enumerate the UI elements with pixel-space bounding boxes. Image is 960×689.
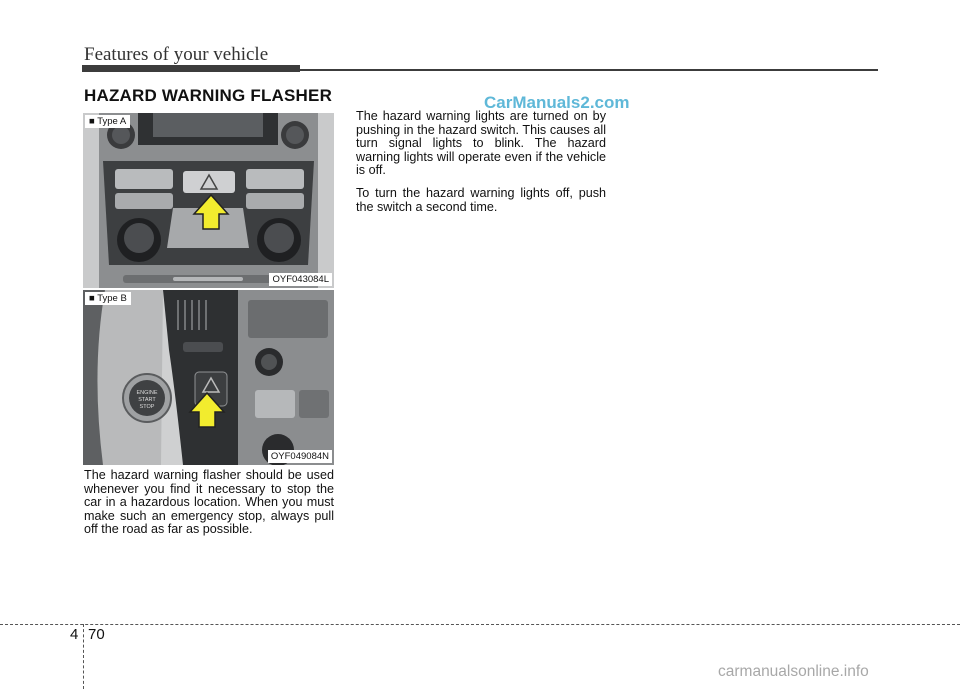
figure-type-b [83,288,334,465]
figure-type-a [83,113,334,288]
footer-divider [83,624,84,689]
watermark-top[interactable]: CarManuals2.com [484,93,630,112]
header-rule [300,69,878,71]
chapter-title: Features of your vehicle [84,44,269,65]
svg-text:STOP: STOP [139,404,155,410]
footer-page-number: 70 [88,626,105,643]
hazard-off-paragraph: To turn the hazard warning lights off, push the switch a second time. [356,186,606,214]
watermark-bottom[interactable]: carmanualsonline.info [718,663,869,680]
dashboard-illustration-a [83,113,334,288]
footer-section-number: 4 [70,626,79,643]
section-title: HAZARD WARNING FLASHER [84,86,333,105]
figure-code-a: OYF043084L [269,273,332,286]
hazard-on-paragraph: The hazard warning lights are turned on by pushing in the hazard switch. This causes all turn signal lights to blink. The hazard warning lights will operate even if the vehicle is off. [356,109,606,178]
header-bar [82,65,300,72]
dashboard-illustration-b [83,290,334,465]
footer-rule [0,624,960,625]
figure-code-b: OYF049084N [268,450,332,463]
type-b-label: ■ Type B [85,292,131,305]
type-a-label: ■ Type A [85,115,130,128]
svg-text:START: START [138,397,156,403]
start-button-text: ENGINE [136,390,158,396]
intro-paragraph: The hazard warning flasher should be used whenever you find it necessary to stop the car in a hazardous location. When you must make such an emergency stop, always pull off the road as far as possible. [84,468,334,537]
